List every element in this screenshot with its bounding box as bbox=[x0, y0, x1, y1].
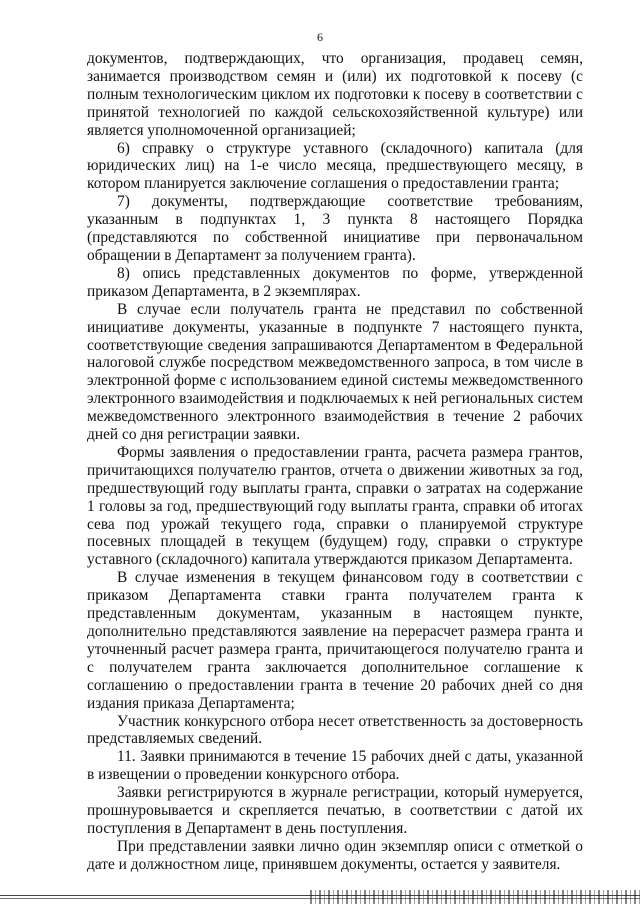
paragraph-item-6: 6) справку о структуре уставного (складочного) капитала (для юридических лиц) на 1-е число месяца, предшествующего месяцу, в котором планируется заключение соглашения о предоставлении гранта; bbox=[87, 139, 583, 193]
paragraph-personal-submission: При представлении заявки лично один экземпляр описи с отметкой о дате и должностном лице, принявшем документы, остается у заявителя. bbox=[87, 837, 583, 873]
paragraph-rate-change: В случае изменения в текущем финансовом году в соответствии с приказом Департамента ставки гранта получателем гранта к представленным документам, указанным в настоящем пункте, дополнительно представляются заявление на перерасчет размера гранта и уточненный расчет размера гранта, причитающегося получателю гранта и с получателем гранта заключается дополнительное соглашение к соглашению о предоставлении гранта в течение 20 рабочих дней со дня издания приказа Департамента; bbox=[87, 569, 583, 712]
paragraph-item-8: 8) опись представленных документов по форме, утвержденной приказом Департамента, в 2 экземплярах. bbox=[87, 264, 583, 300]
paragraph-responsibility: Участник конкурсного отбора несет ответственность за достоверность представляемых сведений. bbox=[87, 712, 583, 748]
document-body bbox=[87, 50, 583, 874]
paragraph-item-11: 11. Заявки принимаются в течение 15 рабочих дней с даты, указанной в извещении о проведении конкурсного отбора. bbox=[87, 748, 583, 784]
paragraph-forms-approval: Формы заявления о предоставлении гранта, расчета размера грантов, причитающихся получателю грантов, отчета о движении животных за год, предшествующий году выплаты гранта, справки о затратах на содержание 1 головы за год, предшествующий году выплаты гранта, справки об итогах сева под урожай текущего года, справки о планируемой структуре посевных площадей в текущем (будущем) году, справки о структуре уставного (складочного) капитала утверждаются приказом Департамента. bbox=[87, 443, 583, 569]
paragraph-item-7: 7) документы, подтверждающие соответствие требованиям, указанным в подпунктах 1, 3 пункта 8 настоящего Порядка (представляются по собственной инициативе при первоначальном обращении в Департамент за получением гранта). bbox=[87, 193, 583, 264]
paragraph-interagency-request: В случае если получатель гранта не представил по собственной инициативе документы, указанные в подпункте 7 настоящего пункта, соответствующие сведения запрашиваются Департаментом в Федеральной налоговой службе посредством межведомственного запроса, в том числе в электронной форме с использованием единой системы межведомственного электронного взаимодействия и подключаемых к ней региональных систем межведомственного электронного взаимодействия в течение 2 рабочих дней со дня регистрации заявки. bbox=[87, 300, 583, 444]
paragraph-registration: Заявки регистрируются в журнале регистрации, который нумеруется, прошнуровывается и скрепляется печатью, в соответствии с датой их поступления в Департамент в день поступления. bbox=[87, 784, 583, 837]
scan-edge-artifact bbox=[0, 890, 640, 904]
paragraph-seed-documents: документов, подтверждающих, что организация, продавец семян, занимается производством семян и (или) их подготовкой к посеву (с полным технологическим циклом их подготовки к посеву в соответствии с принятой технологией по каждой сельскохозяйственной культуре) или является уполномоченной организацией; bbox=[87, 50, 583, 139]
page-number: 6 bbox=[317, 30, 323, 44]
